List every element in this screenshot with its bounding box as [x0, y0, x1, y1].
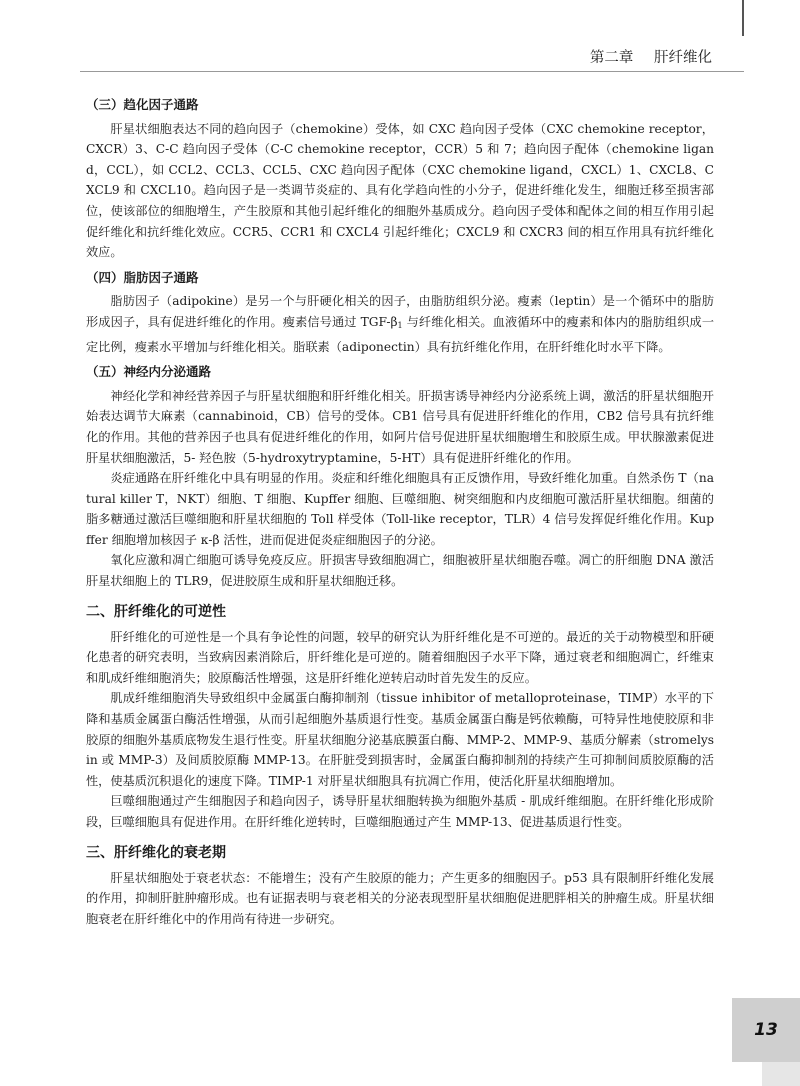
- paragraph: 炎症通路在肝纤维化中具有明显的作用。炎症和纤维化细胞具有正反馈作用，导致纤维化加重。自然杀伤 T（natural killer T，NKT）细胞、T 细胞、Kupffer 细胞、巨噬细胞、树突细胞和内皮细胞可激活肝星状细胞。细菌的脂多糖通过激活巨噬细胞和肝星状细胞的 Toll 样受体（Toll-like receptor，TLR）4 信号发挥促纤维化作用。Kupffer 细胞增加核因子 κ-β 活性，进而促进促炎症细胞因子的分泌。: [86, 471, 714, 547]
- text-run: 脂肪因子（adipokine）是另一个与肝硬化相关的因子，由脂肪组织分泌。瘦素（leptin）是一个循环中的脂肪形成因子，具有促进纤维化的作用。瘦素信号通过 TGF-β: [86, 294, 714, 329]
- page-tab-shadow: [762, 1062, 800, 1086]
- top-edge-rule: [742, 0, 744, 36]
- paragraph: 氧化应激和凋亡细胞可诱导免疫反应。肝损害导致细胞凋亡，细胞被肝星状细胞吞噬。凋亡的肝细胞 DNA 激活肝星状细胞上的 TLR9，促进胶原生成和肝星状细胞迁移。: [86, 553, 714, 589]
- paragraph: 肝星状细胞表达不同的趋向因子（chemokine）受体，如 CXC 趋向因子受体（CXC chemokine receptor，CXCR）3、C-C 趋向因子受体（C-C chemokine receptor，CCR）5 和 7；趋向因子配体（chemokine ligand，CCL），如 CCL2、CCL3、CCL5、CXC 趋向因子配体（CXC chemokine ligand，CXCL）1、CXCL8、CXCL9 和 CXCL10。趋向因子是一类调节炎症的、具有化学趋向性的小分子，促进纤维化发生，细胞迁移至损害部位，使该部位的细胞增生，产生胶原和其他引起纤维化的细胞外基质成分。趋向因子受体和配体之间的相互作用引起促纤维化和抗纤维化效应。CCR5、CCR1 和 CXCL4 引起纤维化；CXCL9 和 CXCR3 间的相互作用具有抗纤维化效应。: [86, 121, 714, 260]
- section-heading-chemokine: （三）趋化因子通路: [86, 97, 199, 112]
- section-heading-neuroendocrine: （五）神经内分泌通路: [86, 364, 212, 380]
- page-body: [86, 90, 714, 929]
- chapter-title: 肝纤维化: [654, 50, 712, 66]
- paragraph: 肝纤维化的可逆性是一个具有争论性的问题，较早的研究认为肝纤维化是不可逆的。最近的关于动物模型和肝硬化患者的研究表明，当致病因素消除后，肝纤维化是可逆的。随着细胞因子水平下降，通过衰老和细胞凋亡，纤维束和肌成纤维细胞消失；胶原酶活性增强，这是肝纤维化逆转启动时首先发生的反应。: [86, 629, 714, 685]
- paragraph: 巨噬细胞通过产生细胞因子和趋向因子，诱导肝星状细胞转换为细胞外基质 - 肌成纤维细胞。在肝纤维化形成阶段，巨噬细胞具有促进作用。在肝纤维化逆转时，巨噬细胞通过产生 MMP-13、促进基质退行性变。: [86, 794, 714, 829]
- text-run: 与纤维化相关。血液循环中的瘦素和体内的脂肪组织成一定比例，瘦素水平增加与纤维化相关。脂联素（adiponectin）具有抗纤维化作用，在肝纤维化时水平下降。: [86, 314, 715, 354]
- paragraph: 神经化学和神经营养因子与肝星状细胞和肝纤维化相关。肝损害诱导神经内分泌系统上调，激活的肝星状细胞开始表达调节大麻素（cannabinoid，CB）信号的受体。CB1 信号具有促进肝纤维化的作用，CB2 信号具有抗纤维化的作用。其他的营养因子也具有促进纤维化的作用，如阿片信号促进肝星状细胞增生和胶原生成。甲状腺激素促进肝星状细胞激活，5- 羟色胺（5-hydroxytryptamine，5-HT）具有促进肝纤维化的作用。: [86, 388, 714, 465]
- header-divider: [80, 71, 744, 72]
- running-header: [590, 46, 712, 67]
- chapter-number: 第二章: [589, 50, 634, 66]
- paragraph: 肝星状细胞处于衰老状态：不能增生；没有产生胶原的能力；产生更多的细胞因子。p53 具有限制肝纤维化发展的作用，抑制肝脏肿瘤形成。也有证据表明与衰老相关的分泌表现型肝星状细胞促进肥胖相关的肿瘤生成。肝星状细胞衰老在肝纤维化中的作用尚有待进一步研究。: [86, 870, 714, 926]
- paragraph: [86, 291, 714, 357]
- section-heading-adipokine: （四）脂肪因子通路: [86, 269, 199, 285]
- page-number: 13: [732, 998, 800, 1062]
- subscript: 1: [397, 320, 403, 330]
- section-heading-senescence: 三、肝纤维化的衰老期: [86, 844, 226, 861]
- paragraph: 肌成纤维细胞消失导致组织中金属蛋白酶抑制剂（tissue inhibitor of metalloproteinase，TIMP）水平的下降和基质金属蛋白酶活性增强，从而引起细胞外基质退行性变。基质金属蛋白酶是钙依赖酶，可特异性地使胶原和非胶原的细胞外基质底物发生退行性变。肝星状细胞分泌基底膜蛋白酶、MMP-2、MMP-9、基质分解素（stromelysin 或 MMP-3）及间质胶原酶 MMP-13。在肝脏受到损害时，金属蛋白酶抑制剂的持续产生可抑制间质胶原酶的活性，使基质沉积退化的速度下降。TIMP-1 对肝星状细胞具有抗凋亡作用，使活化肝星状细胞增加。: [86, 691, 714, 788]
- section-heading-reversibility: 二、肝纤维化的可逆性: [86, 603, 226, 620]
